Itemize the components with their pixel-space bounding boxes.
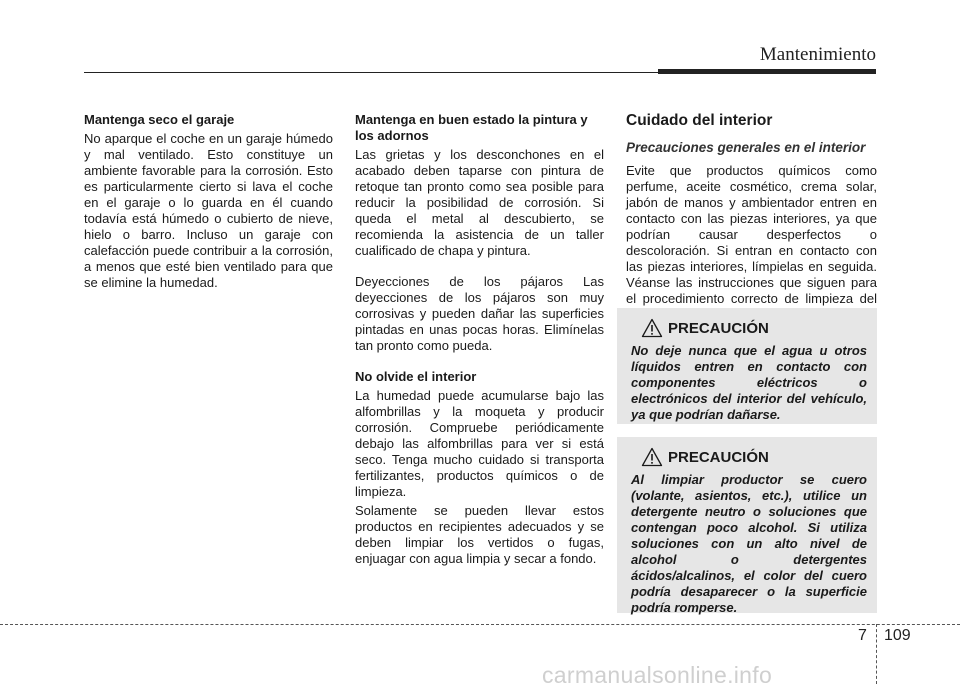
column-middle (355, 112, 604, 567)
caution-text: Al limpiar productor se cuero (volante, asientos, etc.), utilice un detergente neutro o soluciones que contengan poco alcohol. Si utiliza soluciones con un alto nivel de alcohol o detergentes ácidos/alcalinos, el color del cuero podría desaparecer o la superficie podría romperse. (631, 472, 867, 615)
heading-interior: No olvide el interior (355, 369, 477, 384)
column-right (626, 112, 877, 323)
header-rule-thick (658, 69, 876, 74)
paragraph-birds: Deyecciones de los pájaros Las deyecciones de los pájaros son muy corrosivas y pueden dañar las superficies pintadas en unas pocas horas. Elimínelas tan pronto como pueda. (355, 274, 604, 353)
paragraph-interior-humidity: La humedad puede acumularse bajo las alfombrillas y la moqueta y producir corrosión. Compruebe periódicamente debajo las alfombrillas para ver si está seco. Tenga mucho cuidado si transporta fertilizantes, productos químicos o de limpieza. (355, 388, 604, 499)
caution-title: PRECAUCIÓN (668, 448, 769, 466)
footer-dashed-rule (0, 624, 960, 625)
column-left (84, 112, 333, 291)
caution-header (641, 447, 867, 467)
heading-garage: Mantenga seco el garaje (84, 112, 235, 127)
caution-box-water (617, 308, 877, 424)
caution-text: No deje nunca que el agua u otros líquidos entren en contacto con componentes eléctricos o electrónicos del interior del vehículo, ya que podrían dañarse. (631, 343, 867, 422)
chapter-number: 7 (858, 627, 867, 644)
section-subtitle: Precauciones generales en el interior (626, 140, 866, 155)
header-rule-thin (84, 72, 684, 73)
paragraph-interior-products: Solamente se pueden llevar estos productos en recipientes adecuados y se deben limpiar los vertidos o fugas, enjuagar con agua limpia y secar a fondo. (355, 503, 604, 566)
caution-title: PRECAUCIÓN (668, 319, 769, 337)
section-title: Cuidado del interior (626, 112, 773, 129)
paragraph-interior-care: Evite que productos químicos como perfume, aceite cosmético, crema solar, jabón de manos y ambientador entren en contacto con las piezas interiores, ya que podrían causar desperfectos o descoloración. Si entran en contacto con las piezas interiores, límpielas en seguida. Véanse las instrucciones que siguen para el procedimiento correcto de limpieza del (626, 163, 877, 306)
watermark: carmanualsonline.info (542, 662, 773, 688)
caution-box-leather (617, 437, 877, 613)
heading-paint: Mantenga en buen estado la pintura y los adornos (355, 112, 588, 143)
page-number: 109 (884, 627, 911, 644)
warning-triangle-icon (641, 318, 663, 338)
page-header-title: Mantenimiento (759, 44, 876, 65)
warning-triangle-icon (641, 447, 663, 467)
caution-header (641, 318, 867, 338)
paragraph-paint: Las grietas y los desconchones en el acabado deben taparse con pintura de retoque tan pronto como sea posible para reducir la posibilidad de corrosión. Si queda el metal al descubierto, se recomienda la asistencia de un taller cualificado de chapa y pintura. (355, 147, 604, 258)
footer-dashed-divider (876, 624, 877, 684)
paragraph-garage: No aparque el coche en un garaje húmedo y mal ventilado. Esto constituye un ambiente favorable para la corrosión. Esto es particularmente cierto si lava el coche en el garaje o lo guarda en él cuando todavía está húmedo o cubierto de nieve, hielo o barro. Incluso un garaje con calefacción puede contribuir a la corrosión, a menos que esté bien ventilado para que se elimine la humedad. (84, 131, 333, 290)
